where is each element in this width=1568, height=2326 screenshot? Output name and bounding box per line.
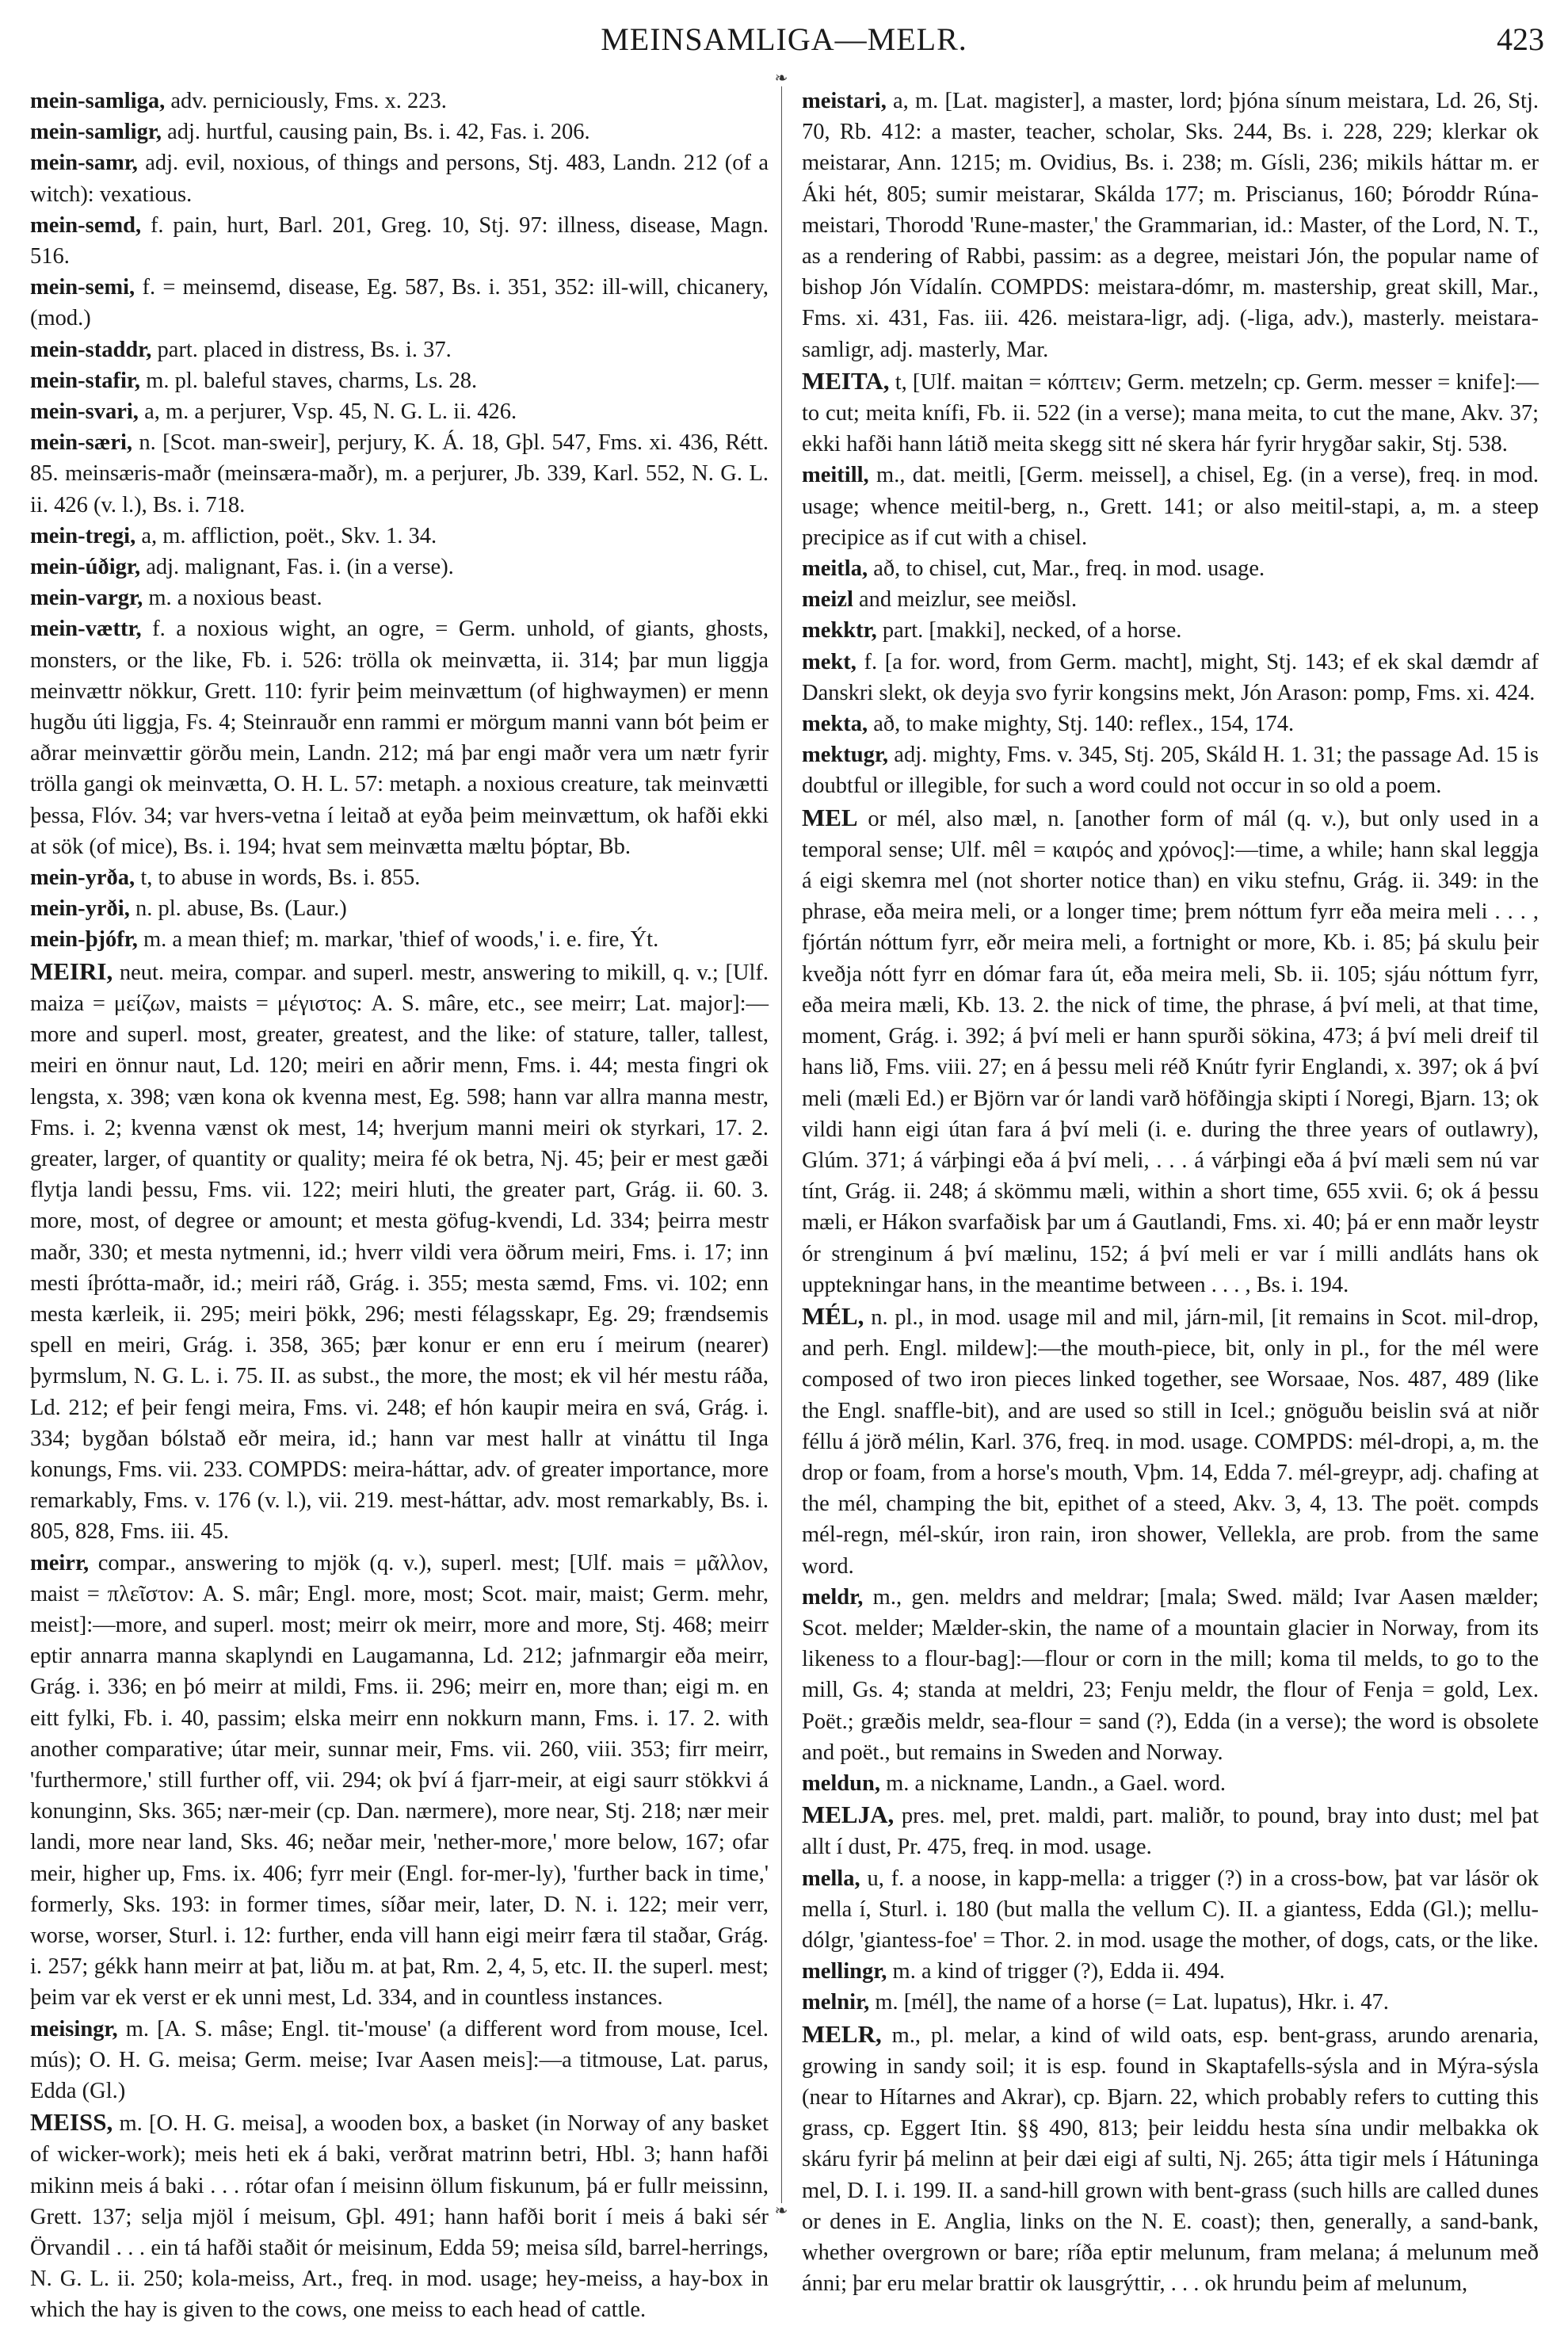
left-column: [30, 86, 769, 2323]
dictionary-entry: [802, 647, 1539, 708]
right-column: [802, 86, 1539, 2297]
dictionary-entry: [30, 893, 769, 924]
running-header: [24, 17, 1544, 65]
entry-headword: mein-úðigr,: [30, 555, 141, 580]
entry-headword: meistari,: [802, 89, 887, 113]
dictionary-entry: [30, 924, 769, 955]
entry-definition: m. a mean thief; m. markar, 'thief of woods,' i. e. fire, Ýt.: [137, 927, 659, 953]
entry-definition: m., pl. melar, a kind of wild oats, esp. bent-grass, arundo arenaria, growing in sandy soil; it is esp. found in Skaptafells-sýsla and in Mýra-sýsla (near to Hítarnes and Akrar), cp. Bjarn. 22, which probably refers to cutting this grass, cp. Eggert Itin. §§ 490, 813; þeir leiddu hesta sína undir melbakka ok skáru fyrir þá melinn at þeir dæi eigi af sulti, Nj. 265; átta tigir mels í Hátuninga mel, D. I. i. 199. II. a sand-hill grown with bent-grass (such hills are called dunes or denes in E. Anglia, links on the N. E. coast); then, generally, a sand-bank, whether overgrown or bare; ríða eptir melunum, fram melana; á melunum með ánni; þar eru melar brattir ok lausgrýttir, . . . ok hrundu þeim af melunum,: [802, 2022, 1539, 2297]
entry-definition: a, m. affliction, poët., Skv. 1. 34.: [135, 523, 437, 548]
entry-headword: mektugr,: [802, 743, 888, 768]
dictionary-entry: [30, 210, 769, 272]
entry-definition: f. a noxious wight, an ogre, = Germ. unhold, of giants, ghosts, monsters, or the like, Fb. i. 526: trölla ok meinvætta, ii. 314; þar mun liggja meinvættr nökkur, Grett. 110: fyrir þeim meinvættum (of highwaymen) er menn hugðu úti liggja, Fs. 4; Steinrauðr enn rammi er mörgum manni vann bót þeim er aðrar meinvættir görðu mein, Landn. 212; má þar engi maðr vera um nætr fyrir trölla gangi ok meinvætta, O. H. L. 57: metaph. a noxious creature, tak meinvætti þessa, Flóv. 34; var hvers-vetna í leitað at eyða þeim meinvættum, ok hafði ekki at sök (of mice), Bs. i. 194; hvat sem meinvætta mæltu þóptar, Bb.: [30, 617, 769, 859]
entry-headword: mein-særi,: [30, 430, 133, 456]
entry-headword: meldun,: [802, 1770, 880, 1796]
dictionary-entry: [802, 2019, 1539, 2300]
entry-definition: n. pl. abuse, Bs. (Laur.): [129, 896, 347, 922]
dictionary-entry: [802, 553, 1539, 584]
entry-headword: MEITA,: [802, 366, 890, 395]
dictionary-entry: [30, 147, 769, 209]
entry-definition: a, m. a perjurer, Vsp. 45, N. G. L. ii. 426.: [138, 399, 517, 425]
entry-headword: mein-samligr,: [30, 120, 162, 145]
dictionary-entry: [802, 615, 1539, 646]
entry-headword: mein-samr,: [30, 151, 138, 176]
dictionary-entry: [802, 1300, 1539, 1582]
entry-definition: adj. mighty, Fms. v. 345, Stj. 205, Skáld H. 1. 31; the passage Ad. 15 is doubtful or illegible, for such a word could not occur in so old a poem.: [802, 743, 1539, 799]
entry-definition: m. a kind of trigger (?), Edda ii. 494.: [887, 1959, 1226, 1984]
dictionary-entry: [30, 956, 769, 1548]
entry-definition: t, to abuse in words, Bs. i. 855.: [135, 865, 421, 891]
entry-headword: mekta,: [802, 712, 868, 737]
dictionary-entry: [802, 86, 1539, 365]
entry-headword: MEIRI,: [30, 957, 113, 985]
entry-headword: meitill,: [802, 463, 869, 488]
entry-headword: mekt,: [802, 649, 856, 674]
dictionary-entry: [802, 460, 1539, 553]
dictionary-entry: [30, 334, 769, 365]
dictionary-entry: [30, 2014, 769, 2107]
dictionary-entry: [802, 365, 1539, 460]
entry-headword: mein-semd,: [30, 212, 142, 238]
dictionary-entry: [802, 1956, 1539, 1987]
entry-definition: n. pl., in mod. usage mil and mil, járn-mil, [it remains in Scot. mil-drop, and perh. Engl. mildew]:—the mouth-piece, bit, only in pl., for the mél were composed of two iron pieces linked together, see Worsaae, Nos. 487, 489 (like the Engl. snaffle-bit), and are used so still in Icel.; gnöguðu beislin svá at niðr féllu á jörð mélin, Karl. 376, freq. in mod. usage. COMPDS: mél-dropi, a, m. the drop or foam, from a horse's mouth, Vþm. 14, Edda 7. mél-greypr, adj. chafing at the mél, champing the bit, epithet of a steed, Akv. 3, 4, 13. The poët. compds mél-regn, mél-skúr, iron rain, iron shower, Vellekla, are prob. from the same word.: [802, 1304, 1539, 1579]
entry-headword: mein-yrða,: [30, 865, 135, 891]
dictionary-entry: [30, 427, 769, 521]
dictionary-entry: [30, 396, 769, 427]
divider-ornament-icon: ❧: [774, 70, 788, 87]
entry-headword: meisingr,: [30, 2016, 118, 2041]
entry-definition: að, to chisel, cut, Mar., freq. in mod. usage.: [868, 556, 1265, 582]
entry-headword: meizl: [802, 587, 853, 613]
entry-definition: n. [Scot. man-sweir], perjury, K. Á. 18, Gþl. 547, Fms. xi. 436, Rétt. 85. meinsæris-maðr (meinsæra-maðr), m. a perjurer, Jb. 339, Karl. 552, N. G. L. ii. 426 (v. l.), Bs. i. 718.: [30, 430, 769, 518]
entry-headword: MEISS,: [30, 2108, 113, 2137]
dictionary-entry: [802, 708, 1539, 739]
dictionary-entry: [30, 521, 769, 552]
entry-headword: MEL: [802, 803, 858, 831]
dictionary-entry: [802, 584, 1539, 615]
entry-headword: mella,: [802, 1866, 860, 1891]
entry-headword: MELJA,: [802, 1801, 895, 1829]
entry-headword: mein-yrði,: [30, 896, 130, 922]
entry-headword: meitla,: [802, 556, 868, 582]
dictionary-entry: [30, 582, 769, 613]
dictionary-entry: [802, 1987, 1539, 2018]
entry-definition: að, to make mighty, Stj. 140: reflex., 154, 174.: [868, 712, 1295, 737]
entry-definition: f. = meinsemd, disease, Eg. 587, Bs. i. 351, 352: ill-will, chicanery, (mod.): [30, 275, 769, 331]
entry-definition: m. a noxious beast.: [143, 586, 322, 611]
entry-headword: mein-staddr,: [30, 337, 152, 362]
dictionary-entry: [30, 272, 769, 334]
entry-definition: m. [A. S. mâse; Engl. tit-'mouse' (a different word from mouse, Icel. mús); O. H. G. meisa; Germ. meise; Ivar Aasen meis]:—a titmouse, Lat. parus, Edda (Gl.): [30, 2016, 769, 2103]
entry-definition: part. [makki], necked, of a horse.: [876, 618, 1182, 644]
dictionary-entry: [802, 1582, 1539, 1768]
column-divider: [774, 70, 788, 2220]
entry-definition: u, f. a noose, in kapp-mella: a trigger (?) in a cross-bow, þat var lásör ok mella í, Sturl. i. 180 (but malla the vellum C). II. a giantess, Edda (Gl.); mellu-dólgr, 'giantess-foe' = Thor. 2. in mod. usage the mother, of dogs, cats, or the like.: [802, 1866, 1539, 1953]
entry-definition: m., dat. meitli, [Germ. meissel], a chisel, Eg. (in a verse), freq. in mod. usage; whence meitil-berg, n., Grett. 141; or also meitil-stapi, a, m. a steep precipice as if cut with a chisel.: [802, 463, 1539, 550]
dictionary-entry: [802, 739, 1539, 801]
entry-definition: t, [Ulf. maitan = κόπτειν; Germ. metzeln; cp. Germ. messer = knife]:—to cut; meita knífi, Fb. ii. 522 (in a verse); mana meita, to cut the mane, Akv. 37; ekki hafði hann látið meita skegg sitt né skera hár fyrir hrygðar sakir, Stj. 538.: [802, 369, 1539, 457]
entry-headword: mekktr,: [802, 618, 877, 644]
entry-headword: mein-vargr,: [30, 586, 143, 611]
entry-headword: MELR,: [802, 2019, 882, 2048]
dictionary-entry: [802, 1863, 1539, 1957]
entry-definition: or mél, also mæl, n. [another form of mál (q. v.), but only used in a temporal sense; Ulf. mêl = καιρός and χρόνος]:—time, a while; hann skal leggja á eigi skemra mel (not shorter notice than) en viku stefnu, Grág. ii. 349: in the phrase, eða meira meli, or a longer time; þrem nóttum fyrr eða meira meli . . . , fjórtán nóttum fyrr, eðr meira meli, a fortnight or more, Kb. i. 85; þá skulu þeir kveðja nótt fyrr en dómar fara út, eða meira meli, Sb. ii. 105; sjáu nóttum fyrr, eða meira mæli, Kb. 13. 2. the nick of time, the phrase, á því meli, at that time, moment, Grág. i. 392; á því meli er hann spurði sökina, 473; á því meli dreif til hans lið, Fms. viii. 27; en á þessu meli réð Knútr fyrir Englandi, x. 397; ok á því meli (mæli Ed.) er Björn var ór landi varð höfðingja skipti í Noregi, Bjarn. 13; ok vildi hann eigi útan fara á því meli (i. e. during the three years of outlawry), Glúm. 371; á várþingi eða á því meli, . . . á várþingi eða á því mæli sem nú var tínt, Grág. ii. 248; á skömmu mæli, within a short time, 655 xvii. 6; ok á þessu mæli, er Hákon svarfaðisk þar um á Gautlandi, Fms. xi. 40; þá er enn maðr leystr ór strenginum á því mælinu, 152; á því meli er var í milli andláts hans ok upptekningar hans, in the meantime between . . . , Bs. i. 194.: [802, 806, 1539, 1297]
entry-definition: neut. meira, compar. and superl. mestr, answering to mikill, q. v.; [Ulf. maiza = μείζων, maists = μέγιστος: A. S. mâre, etc., see meirr; Lat. major]:—more and superl. most, greater, greatest, and the like: of stature, taller, tallest, meiri en önnur naut, Ld. 120; meiri en aðrir menn, Fms. i. 44; mesta fingri ok lengsta, x. 398; væn kona ok kvenna mest, Eg. 598; hann var allra manna mestr, Fms. i. 2; kvenna vænst ok mest, 14; hverjum manni meiri ok styrkari, 17. 2. greater, larger, of quantity or quality; meira fé ok betra, Nj. 45; þeir er mest gæði flytja landi þessu, Fms. vii. 122; meiri hluti, the greater part, Grág. ii. 60. 3. more, most, of degree or amount; et mesta göfug-kvendi, Ld. 334; þeirra mestr maðr, 330; et mesta nytmenni, id.; hverr vildi vera öðrum meiri, Fms. i. 17; inn mesti íþrótta-maðr, id.; meiri ráð, Grág. i. 355; mesta sæmd, Fms. vi. 102; enn mesta kærleik, ii. 295; meiri þökk, 296; mesti félagsskapr, Eg. 29; frændsemis spell en meiri, Grág. i. 358, 365; þær konur er enn eru í meirum (nearer) þyrmslum, N. G. L. i. 75. II. as subst., the more, the most; ek vil hér mestu ráða, Ld. 212; ef þeir fengi meira, Fms. vi. 248; ef hón kaupir meira en svá, Grág. i. 334; bygðan bólstað eðr meira, id.; hann var mest hallr at vináttu til Inga konungs, Fms. vii. 233. COMPDS: meira-háttar, adv. of greater importance, more remarkably, Fms. v. 176 (v. l.), vii. 219. mest-háttar, adv. most remarkably, Bs. i. 805, 828, Fms. iii. 45.: [30, 960, 769, 1545]
entry-definition: pres. mel, pret. maldi, part. maliðr, to pound, bray into dust; mel þat allt í dust, Pr. 475, freq. in mod. usage.: [802, 1804, 1539, 1860]
entry-headword: melnir,: [802, 1990, 870, 2015]
entry-definition: m. a nickname, Landn., a Gael. word.: [880, 1770, 1227, 1796]
entry-definition: adj. malignant, Fas. i. (in a verse).: [140, 555, 454, 580]
divider-ornament-icon: ❧: [774, 2202, 788, 2220]
dictionary-entry: [802, 1768, 1539, 1799]
entry-headword: mein-vættr,: [30, 617, 142, 642]
entry-definition: adj. evil, noxious, of things and persons, Stj. 483, Landn. 212 (of a witch): vexatious.: [30, 151, 769, 207]
entry-headword: mellingr,: [802, 1959, 887, 1984]
dictionary-entry: [802, 1799, 1539, 1862]
entry-headword: mein-þjófr,: [30, 927, 138, 953]
dictionary-entry: [30, 2106, 769, 2325]
dictionary-entry: [30, 1548, 769, 2014]
entry-definition: compar., answering to mjök (q. v.), superl. mest; [Ulf. mais = μᾶλλον, maist = πλεῖστον: A. S. mâr; Engl. more, most; Scot. mair, maist; Germ. mehr, meist]:—more, and superl. most; meirr ok meirr, more and more, Stj. 468; meirr eptir annarra manna skaplyndi en Laugamanna, Ld. 212; jafnmargir eða meirr, Grág. i. 336; en þó meirr at mildi, Fms. ii. 296; meirr en, more than; eigi m. en eitt fylki, Fb. i. 40, passim; elska meirr enn nokkurn mann, Fms. i. 17. 2. with another comparative; útar meir, sunnar meir, Fms. vii. 260, viii. 353; firr meirr, 'furthermore,' still further off, vii. 294; ok því á fjarr-meir, at eigi saurr stökkvi á konunginn, Sks. 365; nær-meir (cp. Dan. nærmere), more near, Stj. 218; nær meir landi, more near land, Sks. 46; neðar meir, 'nether-more,' more below, 167; ofar meir, higher up, Fms. ix. 406; fyrr meir (Engl. for-mer-ly), 'further back in time,' formerly, Sks. 193: in former times, síðar meir, later, D. N. i. 122; meir verr, worse, worser, Sturl. i. 12: further, enda vill hann eigi meirr færa til staðar, Grág. i. 257; gékk hann meirr at þat, liðu m. at þat, Rm. 2, 4, 5, etc. II. the superl. mest; þeim var ek verst er ek unni mest, Ld. 334, and in countless instances.: [30, 1550, 769, 2011]
entry-definition: f. pain, hurt, Barl. 201, Greg. 10, Stj. 97: illness, disease, Magn. 516.: [30, 212, 769, 269]
page-number: 423: [1497, 21, 1544, 57]
entry-headword: mein-svari,: [30, 399, 139, 425]
page-title: MEINSAMLIGA—MELR.: [601, 21, 967, 57]
entry-definition: f. [a for. word, from Germ. macht], might, Stj. 143; ef ek skal dæmdr af Danskri slekt, ok deyja svo fyrir kongsins mekt, Jón Arason: pomp, Fms. xi. 424.: [802, 649, 1539, 705]
dictionary-entry: [30, 86, 769, 116]
dictionary-entry: [802, 802, 1539, 1300]
entry-definition: and meizlur, see meiðsl.: [853, 587, 1078, 613]
entry-definition: adv. perniciously, Fms. x. 223.: [165, 89, 447, 113]
entry-definition: part. placed in distress, Bs. i. 37.: [151, 337, 452, 362]
entry-headword: mein-semi,: [30, 275, 135, 300]
entry-definition: m. [O. H. G. meisa], a wooden box, a basket (in Norway of any basket of wicker-work); meis heti ek á baki, verðrat matrinn betri, Hbl. 3; hann hafði mikinn meis á baki . . . rótar ofan í meisinn öllum fiskunum, þá er fullr meissinn, Grett. 137; selja mjöl í meisum, Gþl. 491; hann hafði borit í meis á baki sér Örvandil . . . ein tá hafði staðit ór meisinum, Edda 59; meisa síld, barrel-herrings, N. G. L. ii. 250; kola-meiss, Art., freq. in mod. usage; hey-meiss, a hay-box in which the hay is given to the cows, one meiss to each head of cattle.: [30, 2111, 769, 2323]
entry-headword: mein-samliga,: [30, 89, 166, 113]
dictionary-entry: [30, 365, 769, 396]
dictionary-entry: [30, 613, 769, 862]
entry-definition: m., gen. meldrs and meldrar; [mala; Swed. mäld; Ivar Aasen mælder; Scot. melder; Mælder-skin, the name of a mountain glacier in Norway, from its likeness to a flour-bag]:—flour or corn in the mill; koma til melds, to go to the mill, Gs. 4; standa at meldri, 23; Fenju meldr, the flour of Fenja = gold, Lex. Poët.; græðis meldr, sea-flour = sand (?), Edda (in a verse); the word is obsolete and poët., but remains in Sweden and Norway.: [802, 1584, 1539, 1765]
entry-definition: adj. hurtful, causing pain, Bs. i. 42, Fas. i. 206.: [161, 120, 590, 145]
entry-headword: meldr,: [802, 1584, 864, 1610]
entry-definition: m. pl. baleful staves, charms, Ls. 28.: [140, 368, 478, 393]
entry-definition: m. [mél], the name of a horse (= Lat. lupatus), Hkr. i. 47.: [869, 1990, 1389, 2015]
entry-headword: MÉL,: [802, 1301, 864, 1330]
entry-headword: mein-tregi,: [30, 523, 136, 548]
entry-headword: mein-stafir,: [30, 368, 141, 393]
dictionary-entry: [30, 862, 769, 893]
dictionary-entry: [30, 116, 769, 147]
dictionary-entry: [30, 552, 769, 582]
entry-definition: a, m. [Lat. magister], a master, lord; þjóna sínum meistara, Ld. 26, Stj. 70, Rb. 412: a master, teacher, scholar, Sks. 244, Bs. i. 228, 229; klerkar ok meistarar, Ann. 1215; m. Ovidius, Bs. i. 238; m. Gísli, 236; mikils háttar m. er Áki hét, 805; sumir meistarar, Skálda 177; m. Priscianus, 160; Þóroddr Rúna-meistari, Thorodd 'Rune-master,' the Grammarian, id.: Master, of the Lord, N. T., as a rendering of Rabbi, passim: as a degree, meistari Jón, the popular name of bishop Jón Vídalín. COMPDS: meistara-dómr, m. mastership, great skill, Mar., Fms. xi. 431, Fas. iii. 426. meistara-ligr, adj. (-liga, adv.), masterly. meistara-samligr, adj. masterly, Mar.: [802, 89, 1539, 362]
entry-headword: meirr,: [30, 1550, 90, 1575]
